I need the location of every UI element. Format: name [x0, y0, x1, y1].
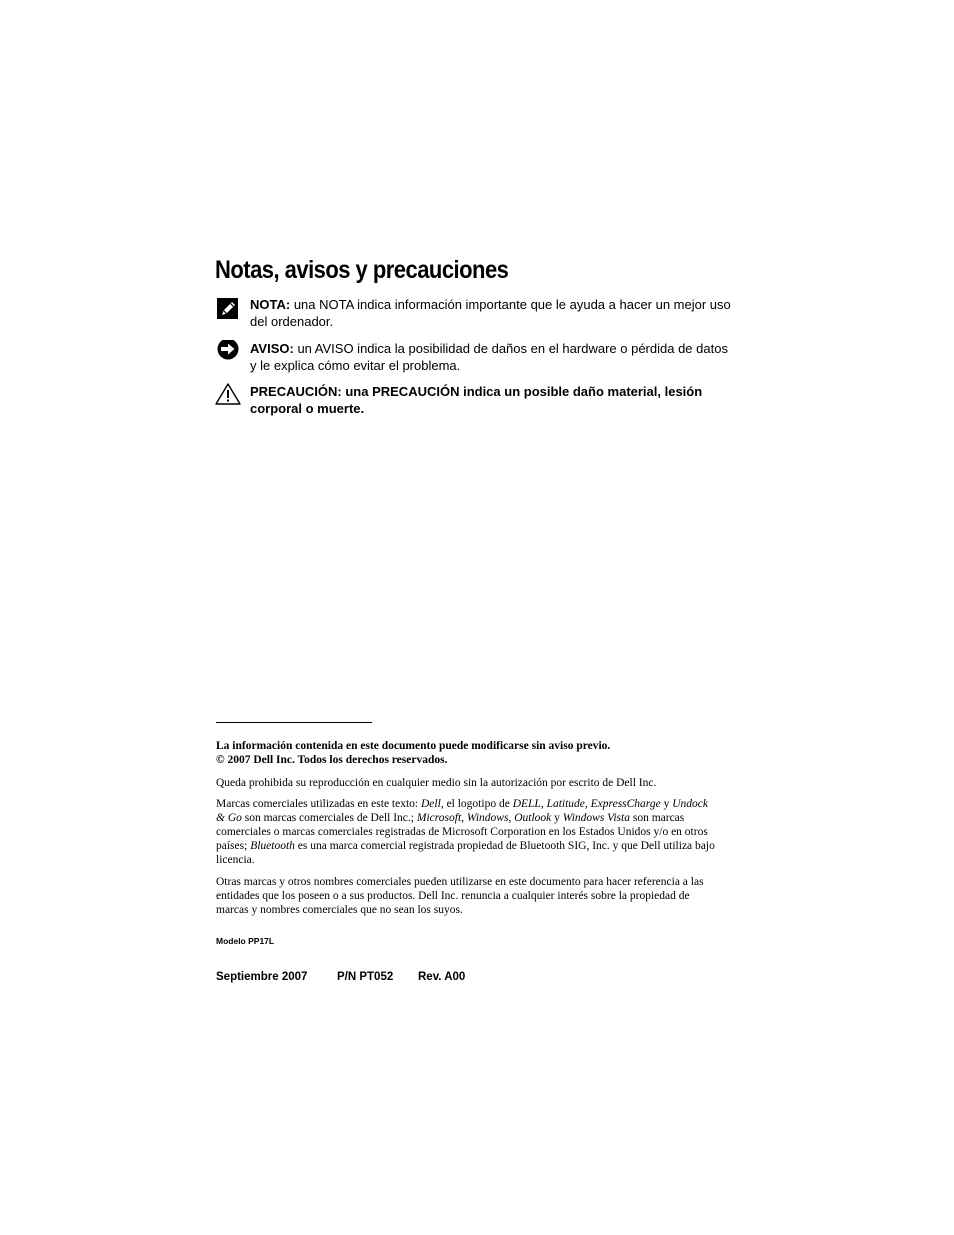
tm-latitude: Latitude — [546, 798, 585, 810]
tm-microsoft: Microsoft — [416, 812, 462, 824]
tm-text: , — [461, 812, 467, 824]
page-title: Notas, avisos y precauciones — [215, 256, 509, 284]
tm-bluetooth: Bluetooth — [250, 840, 295, 852]
notice-body: un AVISO indica la posibilidad de daños en el hardware o pérdida de datos y le explica cómo evitar el problema. — [250, 341, 728, 373]
footer-part-number: P/N PT052 — [337, 971, 394, 983]
tm-dell: Dell — [421, 798, 441, 810]
tm-text: Marcas comerciales utilizadas en este texto: — [216, 798, 421, 810]
notice-label: AVISO: — [250, 341, 294, 356]
copyright-line: © 2007 Dell Inc. Todos los derechos reservados. — [216, 754, 448, 766]
section-divider — [216, 722, 372, 723]
other-marks-paragraph: Otras marcas y otros nombres comerciales pueden utilizarse en este documento para hacer referencia a las entidades que los poseen o a sus productos. Dell Inc. renuncia a cualquier interés sobre la propiedad de marcas y nombres comerciales que no sean los suyos. — [216, 876, 704, 916]
tm-text: , — [540, 798, 547, 810]
caution-body: una PRECAUCIÓN indica un posible daño material, lesión corporal o muerte. — [250, 384, 703, 416]
tm-text: son marcas comerciales o marcas comerciales registradas de Microsoft Corporation en los Estados Unidos y/o en otros países; — [216, 812, 708, 852]
tm-windows: Windows — [466, 812, 509, 824]
footer-date: Septiembre 2007 — [216, 971, 308, 983]
tm-text: , el logotipo de — [440, 798, 513, 810]
caution-label: PRECAUCIÓN: — [250, 384, 342, 399]
tm-text: son marcas comerciales de Dell Inc.; — [241, 812, 417, 824]
trademarks-paragraph — [216, 797, 716, 867]
tm-dell-logo: DELL — [512, 798, 541, 810]
note-label: NOTA: — [250, 297, 291, 312]
info-line: La información contenida en este documento puede modificarse sin aviso previo. — [216, 740, 611, 752]
tm-outlook: Outlook — [514, 812, 552, 824]
footer-revision: Rev. A00 — [418, 971, 466, 983]
note-text — [250, 296, 735, 330]
tm-undock: Undock & Go — [216, 798, 708, 824]
tm-text: , — [508, 812, 515, 824]
model-number: Modelo PP17L — [216, 936, 275, 946]
arrow-circle-icon — [215, 340, 241, 366]
tm-text: y — [660, 798, 673, 810]
tm-text: es una marca comercial registrada propiedad de Bluetooth SIG, Inc. y que Dell utiliza bajo licencia. — [216, 840, 715, 866]
pencil-note-icon — [215, 296, 241, 322]
tm-text: , — [584, 798, 591, 810]
tm-text: y — [551, 812, 563, 824]
caution-text — [250, 383, 735, 417]
notice-text — [250, 340, 735, 374]
tm-windows-vista: Windows Vista — [562, 812, 630, 824]
tm-expresscharge: ExpressCharge — [590, 798, 661, 810]
legal-notice — [216, 739, 716, 767]
reproduction-paragraph: Queda prohibida su reproducción en cualquier medio sin la autorización por escrito de Dell Inc. — [216, 777, 657, 789]
note-body: una NOTA indica información importante que le ayuda a hacer un mejor uso del ordenador. — [250, 297, 731, 329]
warning-triangle-icon — [215, 383, 241, 409]
